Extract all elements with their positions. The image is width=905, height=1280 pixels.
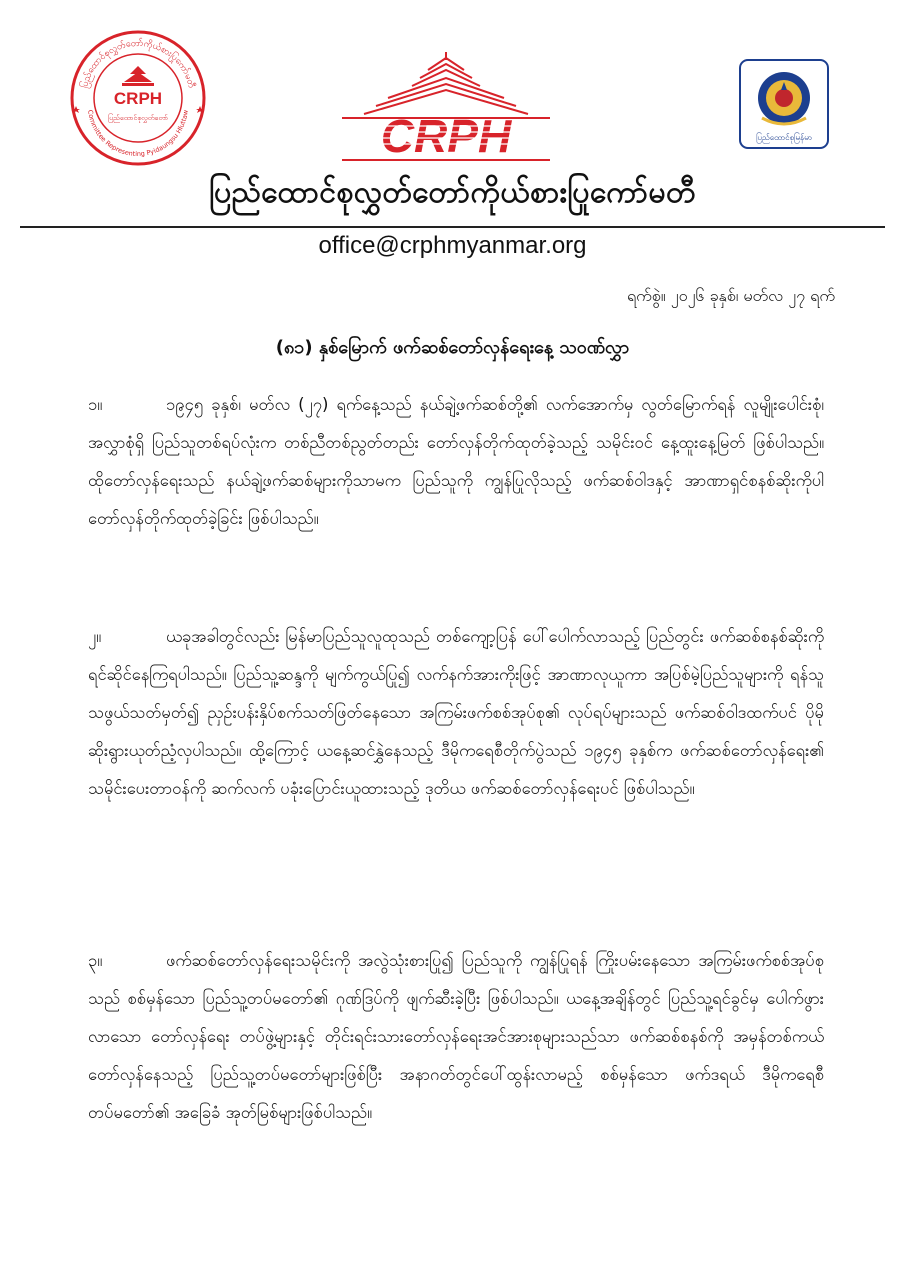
- committee-title: ပြည်ထောင်စုလွှတ်တော်ကိုယ်စားပြုကော်မတီ: [209, 175, 696, 210]
- seal-ring-text: ပြည်ထောင်စုလွှတ်တော်ကိုယ်စားပြုကော်မတီ: [79, 38, 197, 90]
- seal-caption: ပြည်ထောင်စုလွှတ်တော်: [107, 114, 169, 122]
- seal-ring-text-en: Committee Representing Pyidaungsu Hluttaw: [86, 109, 190, 159]
- paragraph-3: [88, 942, 824, 1132]
- crph-logo: [328, 48, 564, 166]
- paragraph-text: ယခုအခါတွင်လည်း မြန်မာပြည်သူလူထုသည် တစ်ကျော့ပြန် ပေါ်ပေါက်လာသည့် ပြည်တွင်း ဖက်ဆစ်စနစ်ဆိုးကို ရင်ဆိုင်နေကြရပါသည်။ ပြည်သူ့ဆန္ဒကို မျက်ကွယ်ပြု၍ လက်နက်အားကိုးဖြင့် အာဏာလုယူကာ အပြစ်မဲ့ပြည်သူများကို ရန်သူသဖွယ်သတ်မှတ်၍ ညှဉ်းပန်းနှိပ်စက်သတ်ဖြတ်နေသော အကြမ်းဖက်စစ်အုပ်စု၏ လုပ်ရပ်များသည် ဖက်ဆစ်ဝါဒထက်ပင် ပိုမိုဆိုးရွားယုတ်ညံ့လှပါသည်။ ထို့ကြောင့် ယနေ့ဆင်နွှဲနေသည့် ဒီမိုကရေစီတိုက်ပွဲသည် ၁၉၄၅ ခုနှစ်က ဖက်ဆစ်တော်လှန်ရေး၏ သမိုင်းပေးတာဝန်ကို ဆက်လက် ပခုံးပြောင်းယူထားသည့် ဒုတိယ ဖက်ဆစ်တော်လှန်ရေးပင် ဖြစ်ပါသည်။: [88, 627, 824, 798]
- paragraph-text: ဖက်ဆစ်တော်လှန်ရေးသမိုင်းကို အလွဲသုံးစားပြု၍ ပြည်သူကို ကျွန်ပြုရန် ကြိုးပမ်းနေသော အကြမ်းဖက်စစ်အုပ်စုသည် စစ်မှန်သော ပြည်သူ့တပ်မတော်၏ ဂုဏ်ဒြပ်ကို ဖျက်ဆီးခဲ့ပြီး ဖြစ်ပါသည်။ ယနေ့အချိန်တွင် ပြည်သူ့ရင်ခွင်မှ ပေါက်ဖွားလာသော တော်လှန်ရေး တပ်ဖွဲ့များနှင့် တိုင်းရင်းသားတော်လှန်ရေးအင်အားစုများသည်သာ ဖက်ဆစ်စနစ်ကို အမှန်တစ်ကယ် တော်လှန်နေသည့် ပြည်သူ့တပ်မတော်များဖြစ်ပြီး အနာဂတ်တွင်ပေါ်ထွန်းလာမည့် စစ်မှန်သော ဖက်ဒရယ် ဒီမိုကရေစီတပ်မတော်၏ အခြေခံ အုတ်မြစ်များဖြစ်ပါသည်။: [88, 951, 824, 1122]
- statement-heading: (၈၁) နှစ်မြောက် ဖက်ဆစ်တော်လှန်ရေးနေ့ သဝဏ်လွှာ: [275, 337, 630, 358]
- contact-email[interactable]: office@crphmyanmar.org: [318, 232, 587, 259]
- document-date: ရက်စွဲ။ ၂၀၂၆ ခုနှစ်၊ မတ်လ ၂၇ ရက်: [626, 286, 835, 305]
- header-divider: [20, 226, 885, 228]
- paragraph-1: [88, 386, 824, 538]
- emblem-caption: ပြည်ထောင်စုမြန်မာ: [756, 133, 812, 142]
- crph-logo-text: CRPH: [380, 110, 512, 162]
- seal-mark: CRPH: [113, 89, 163, 108]
- paragraph-2: [88, 618, 824, 808]
- paragraph-number: ၁။: [88, 395, 103, 414]
- paragraph-number: ၂။: [88, 627, 102, 646]
- crph-seal-logo: [68, 28, 208, 168]
- state-emblem-logo: [738, 58, 830, 150]
- paragraph-number: ၃။: [88, 951, 103, 970]
- paragraph-text: ၁၉၄၅ ခုနှစ်၊ မတ်လ (၂၇) ရက်နေ့သည် နယ်ချဲ့ဖက်ဆစ်တို့၏ လက်အောက်မှ လွတ်မြောက်ရန် လူမျိုးပေါင်းစုံ၊ အလွှာစုံရှိ ပြည်သူတစ်ရပ်လုံးက တစ်ညီတစ်ညွတ်တည်း တော်လှန်တိုက်ထုတ်ခဲ့သည့် သမိုင်းဝင် နေ့ထူးနေ့မြတ် ဖြစ်ပါသည်။ ထိုတော်လှန်ရေးသည် နယ်ချဲ့ဖက်ဆစ်များကိုသာမက ပြည်သူကို ကျွန်ပြုလိုသည့် ဖက်ဆစ်ဝါဒနှင့် အာဏာရှင်စနစ်ဆိုးကိုပါ တော်လှန်တိုက်ထုတ်ခဲ့ခြင်း ဖြစ်ပါသည်။: [88, 395, 824, 528]
